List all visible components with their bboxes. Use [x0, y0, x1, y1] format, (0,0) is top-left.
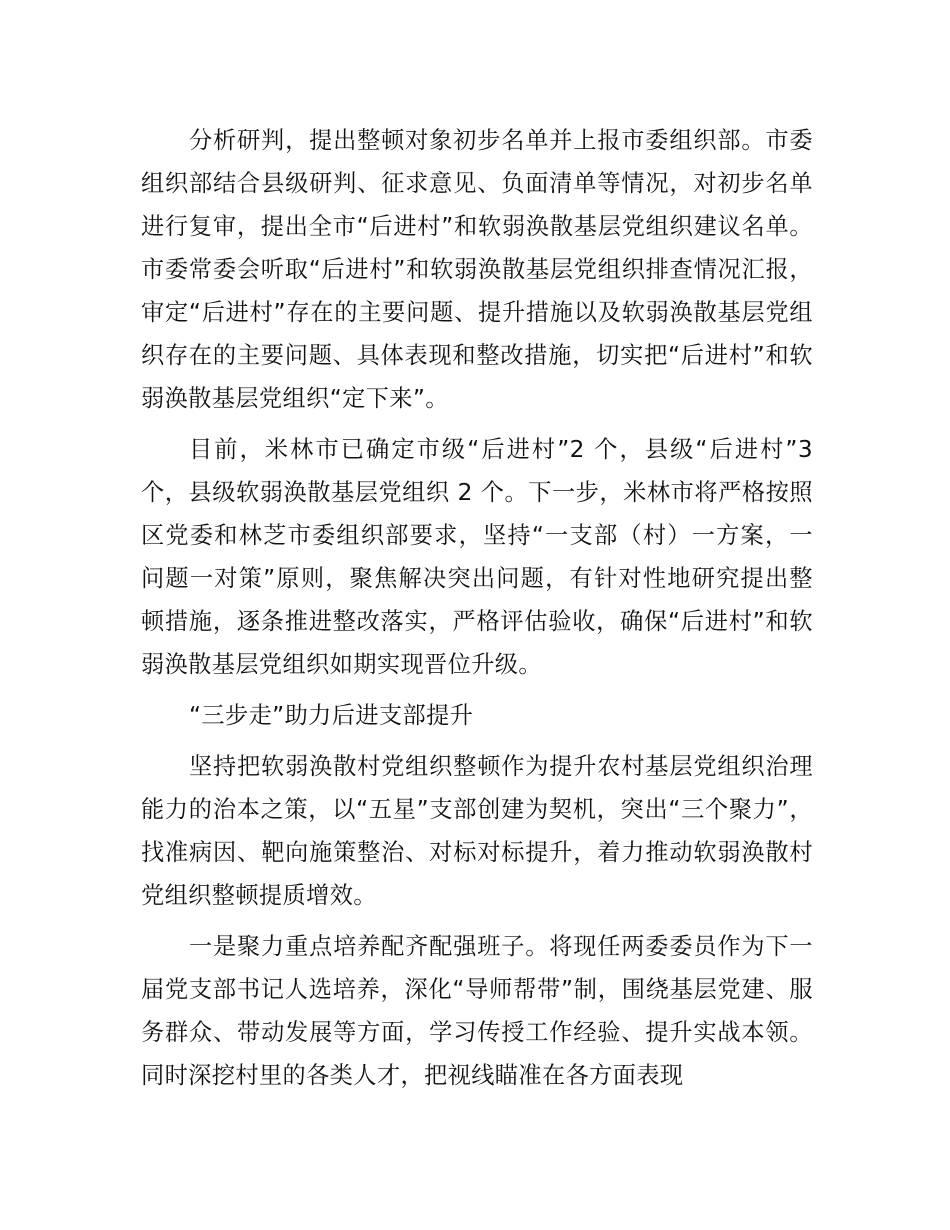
paragraph-point-one: 一是聚力重点培养配齐配强班子。将现任两委委员作为下一届党支部书记人选培养，深化“导师帮带”制，围绕基层党建、服务群众、带动发展等方面，学习传授工作经验、提升实战本领。同时深挖村里的各类人才，把视线瞄准在各方面表现 [141, 933, 813, 1089]
section-heading: “三步走”助力后进支部提升 [189, 702, 474, 729]
paragraph-review-process: 分析研判，提出整顿对象初步名单并上报市委组织部。市委组织部结合县级研判、征求意见、负面清单等情况，对初步名单进行复审，提出全市“后进村”和软弱涣散基层党组织建议名单。市委常委会听取“后进村”和软弱涣散基层党组织排查情况汇报，审定“后进村”存在的主要问题、提升措施以及软弱涣散基层党组织存在的主要问题、具体表现和整改措施，切实把“后进村”和软弱涣散基层党组织“定下来”。 [141, 127, 813, 412]
paragraph-section-intro: 坚持把软弱涣散村党组织整顿作为提升农村基层党组织治理能力的治本之策，以“五星”支部创建为契机，突出“三个聚力”，找准病因、靶向施策整治、对标对标提升，着力推动软弱涣散村党组织整顿提质增效。 [141, 753, 813, 909]
paragraph-current-status: 目前，米林市已确定市级“后进村”2 个，县级“后进村”3 个，县级软弱涣散基层党组织 2 个。下一步，米林市将严格按照区党委和林芝市委组织部要求，坚持“一支部（村）一方案，一问题一对策”原则，聚焦解决突出问题，有针对性地研究提出整顿措施，逐条推进整改落实，严格评估验收，确保“后进村”和软弱涣散基层党组织如期实现晋位升级。 [141, 436, 813, 678]
document-page [141, 119, 813, 1105]
